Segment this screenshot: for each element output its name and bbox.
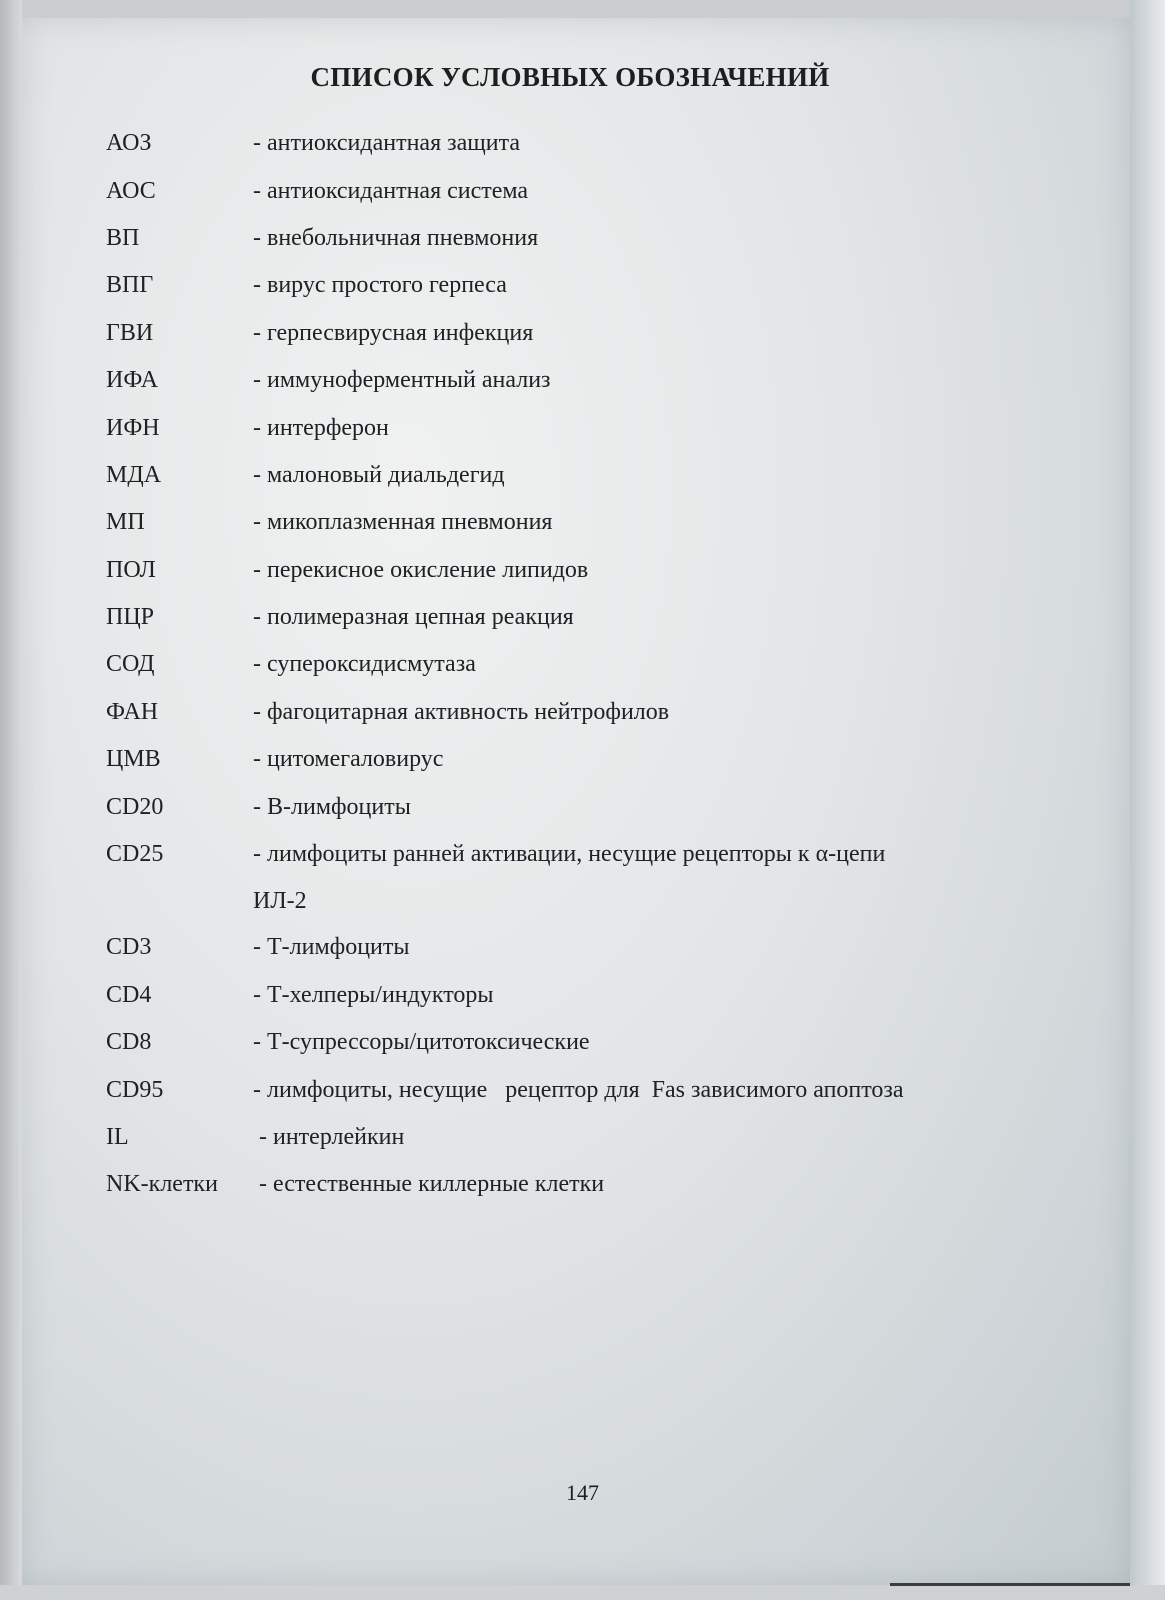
abbreviation: CD4 — [106, 981, 152, 1008]
list-item — [106, 1019, 1066, 1066]
definition: - интерлейкин — [253, 1124, 405, 1150]
list-item — [106, 452, 1066, 499]
list-item — [106, 641, 1066, 688]
list-item — [106, 262, 1066, 309]
list-item — [106, 120, 1066, 167]
list-item — [106, 547, 1066, 594]
list-item — [106, 1114, 1066, 1161]
list-item-continuation — [106, 878, 1066, 924]
abbreviation: CD25 — [106, 841, 164, 868]
definition-continuation: ИЛ-2 — [253, 887, 307, 914]
definition: - внебольничная пневмония — [253, 224, 539, 251]
list-item — [106, 499, 1066, 546]
abbreviation: ЦМВ — [106, 746, 161, 773]
definition: - В-лимфоциты — [253, 793, 411, 820]
definition: - вирус простого герпеса — [253, 272, 507, 299]
definition: - иммуноферментный анализ — [253, 367, 551, 394]
abbreviation: ВП — [106, 224, 140, 251]
abbreviation: ИФА — [106, 367, 159, 394]
scan-bottom-edge — [0, 1585, 1165, 1600]
definition: - лимфоциты ранней активации, несущие рецепторы к α-цепи — [253, 841, 886, 868]
abbreviation: ФАН — [106, 698, 159, 725]
list-item — [106, 167, 1066, 214]
definition: - естественные киллерные клетки — [253, 1171, 605, 1198]
definition: - полимеразная цепная реакция — [253, 604, 574, 631]
abbreviation: CD3 — [106, 934, 152, 961]
definition: - Т-лимфоциты — [253, 934, 410, 961]
definition: - перекисное окисление липидов — [253, 556, 589, 583]
abbreviation: ВПГ — [106, 272, 154, 299]
list-item — [106, 404, 1066, 451]
definition: - лимфоциты, несущие рецептор для Fas зависимого апоптоза — [253, 1076, 904, 1103]
page-edge-left — [0, 0, 22, 1600]
list-item — [106, 831, 1066, 878]
definition: - супероксидисмутаза — [253, 651, 476, 678]
list-item — [106, 1161, 1066, 1208]
abbreviation: СОД — [106, 651, 155, 678]
abbreviation: МП — [106, 509, 145, 536]
abbreviation: IL — [106, 1124, 129, 1150]
page-number: 147 — [566, 1480, 599, 1505]
list-item — [106, 1066, 1066, 1113]
list-item — [106, 215, 1066, 262]
abbreviation: ГВИ — [106, 319, 154, 346]
abbreviation-list — [106, 120, 1066, 1209]
definition: - антиоксидантная защита — [253, 130, 520, 157]
abbreviation: CD8 — [106, 1029, 152, 1056]
list-item — [106, 310, 1066, 357]
definition: - антиоксидантная система — [253, 177, 529, 204]
list-item — [106, 357, 1066, 404]
list-item — [106, 924, 1066, 971]
list-item — [106, 736, 1066, 783]
definition: - Т-супрессоры/цитотоксические — [253, 1029, 590, 1056]
page-edge-right — [1130, 0, 1165, 1600]
scan-bottom-rule — [890, 1583, 1130, 1586]
abbreviation: CD95 — [106, 1076, 164, 1103]
list-item — [106, 783, 1066, 830]
abbreviation: NK-клетки — [106, 1171, 218, 1198]
definition: - интерферон — [253, 414, 389, 441]
list-item — [106, 594, 1066, 641]
definition: - фагоцитарная активность нейтрофилов — [253, 698, 670, 725]
abbreviation: ПОЛ — [106, 556, 156, 583]
abbreviation: ИФН — [106, 414, 160, 441]
list-item — [106, 972, 1066, 1019]
definition: - герпесвирусная инфекция — [253, 319, 534, 346]
definition: - микоплазменная пневмония — [253, 509, 553, 536]
abbreviation: АОЗ — [106, 130, 152, 157]
definition: - цитомегаловирус — [253, 746, 444, 773]
definition: - малоновый диальдегид — [253, 461, 505, 488]
abbreviation: МДА — [106, 461, 162, 488]
definition: - Т-хелперы/индукторы — [253, 981, 494, 1008]
abbreviation: CD20 — [106, 793, 164, 820]
abbreviation: АОС — [106, 177, 156, 204]
list-item — [106, 689, 1066, 736]
page-title: СПИСОК УСЛОВНЫХ ОБОЗНАЧЕНИЙ — [310, 62, 830, 92]
abbreviation: ПЦР — [106, 604, 155, 631]
